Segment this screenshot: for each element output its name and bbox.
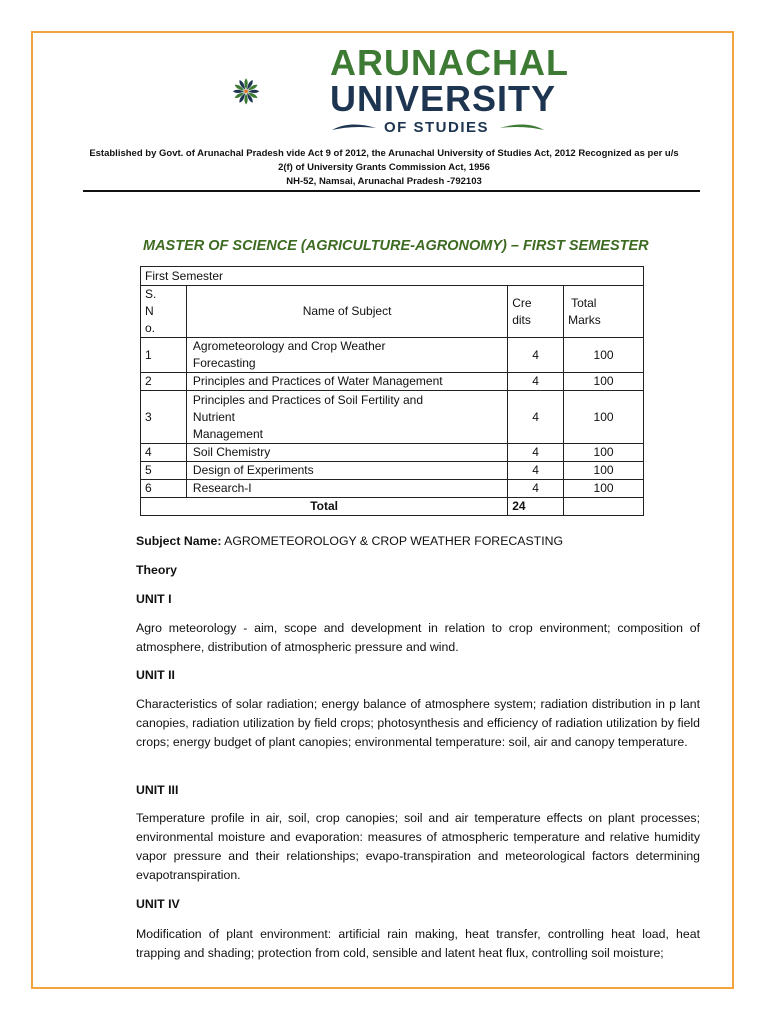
row-marks: 100 bbox=[564, 480, 644, 498]
header-sn-line: S. bbox=[145, 287, 157, 301]
row-credits: 4 bbox=[508, 338, 564, 373]
subject-name-label: Subject Name: bbox=[136, 534, 222, 548]
row-subject bbox=[186, 444, 507, 462]
row-subject-line: Design of Experiments bbox=[192, 463, 314, 477]
subject-name-line bbox=[136, 532, 700, 551]
total-label: Total bbox=[141, 498, 508, 516]
unit-title: UNIT III bbox=[136, 783, 179, 797]
row-subject-line: Soil Chemistry bbox=[192, 445, 271, 459]
row-subject-line: Principles and Practices of Water Management bbox=[192, 374, 443, 388]
row-credits: 4 bbox=[508, 444, 564, 462]
row-subject bbox=[186, 480, 507, 498]
row-marks: 100 bbox=[564, 373, 644, 391]
row-sn: 2 bbox=[141, 373, 187, 391]
unit-text: Characteristics of solar radiation; energy balance of atmosphere system; radiation distribution in p lant canopies, radiation utilization by field crops; photosynthesis and efficiency of radiation utilization by field crops; energy budget of plant canopies; environmental temperature: soil, air and canopy temperature. bbox=[136, 697, 700, 749]
unit-title: UNIT II bbox=[136, 668, 175, 682]
table-header-row bbox=[141, 286, 644, 338]
brand-line-3: OF STUDIES bbox=[384, 119, 490, 136]
row-subject bbox=[186, 391, 507, 444]
table-row bbox=[141, 391, 644, 444]
program-title: MASTER OF SCIENCE (AGRICULTURE-AGRONOMY) – FIRST SEMESTER bbox=[143, 238, 649, 254]
header-sn-line: N bbox=[145, 304, 154, 318]
header-marks bbox=[564, 286, 644, 338]
table-row bbox=[141, 338, 644, 373]
row-subject bbox=[186, 338, 507, 373]
unit-text: Modification of plant environment: artificial rain making, heat transfer, controlling heat load, heat trapping and shading; protection from cold, sensible and latent heat flux, controlling soil moisture; bbox=[136, 927, 700, 960]
total-credits: 24 bbox=[508, 498, 564, 516]
unit-text: Temperature profile in air, soil, crop canopies; soil and air temperature effects on plant processes; environmental moisture and evaporation: measures of atmospheric temperature and relative humidity vapor pressure and their relationships; evapo-transpiration and meteorological factors determining evapotranspiration. bbox=[136, 811, 700, 882]
row-credits: 4 bbox=[508, 462, 564, 480]
table-total-row bbox=[141, 498, 644, 516]
table-row bbox=[141, 373, 644, 391]
established-line-2: 2(f) of University Grants Commission Act, 1956 bbox=[278, 162, 490, 173]
unit-title: UNIT I bbox=[136, 592, 172, 606]
header-marks-line: Total bbox=[571, 295, 597, 310]
header-divider bbox=[83, 190, 700, 192]
university-logo-icon bbox=[232, 44, 332, 140]
subjects-table bbox=[140, 266, 644, 516]
row-credits: 4 bbox=[508, 480, 564, 498]
unit-title: UNIT IV bbox=[136, 897, 180, 911]
header-credits bbox=[508, 286, 564, 338]
right-swoosh-icon bbox=[498, 121, 546, 135]
row-credits: 4 bbox=[508, 373, 564, 391]
header-credits-line: Cre bbox=[512, 295, 532, 310]
row-subject-line: Research-I bbox=[192, 481, 252, 495]
brand-line-2: UNIVERSITY bbox=[330, 78, 557, 119]
row-subject-line: Principles and Practices of Soil Fertility and bbox=[192, 392, 424, 407]
row-marks: 100 bbox=[564, 391, 644, 444]
row-subject-line: Nutrient bbox=[192, 409, 235, 424]
table-caption-row bbox=[141, 267, 644, 286]
table-row bbox=[141, 444, 644, 462]
row-sn: 4 bbox=[141, 444, 187, 462]
row-subject bbox=[186, 373, 507, 391]
row-sn: 3 bbox=[141, 391, 187, 444]
row-sn: 1 bbox=[141, 338, 187, 373]
row-subject bbox=[186, 462, 507, 480]
row-credits: 4 bbox=[508, 391, 564, 444]
left-swoosh-icon bbox=[330, 121, 378, 135]
row-sn: 5 bbox=[141, 462, 187, 480]
header-subject: Name of Subject bbox=[186, 286, 507, 338]
row-marks: 100 bbox=[564, 338, 644, 373]
theory-heading: Theory bbox=[136, 563, 177, 577]
unit-text: Agro meteorology - aim, scope and development in relation to crop environment; composition of atmosphere, distribution of atmospheric pressure and wind. bbox=[136, 621, 700, 654]
established-line-1: Established by Govt. of Arunachal Pradesh vide Act 9 of 2012, the Arunachal University of Studies Act, 2012 Recognized as per u/s bbox=[89, 148, 679, 159]
row-subject-line: Management bbox=[192, 426, 263, 441]
header-marks-line: Marks bbox=[568, 312, 601, 327]
table-row bbox=[141, 480, 644, 498]
row-marks: 100 bbox=[564, 462, 644, 480]
address-line: NH-52, Namsai, Arunachal Pradesh -792103 bbox=[286, 176, 482, 187]
header-sn-line: o. bbox=[145, 321, 156, 335]
row-marks: 100 bbox=[564, 444, 644, 462]
header-sn bbox=[141, 286, 187, 338]
total-marks-cell bbox=[564, 498, 644, 516]
table-caption: First Semester bbox=[141, 267, 644, 286]
row-sn: 6 bbox=[141, 480, 187, 498]
row-subject-line: Agrometeorology and Crop Weather bbox=[192, 339, 386, 353]
row-subject-line: Forecasting bbox=[192, 356, 256, 370]
subject-name-value: AGROMETEOROLOGY & CROP WEATHER FORECASTING bbox=[221, 534, 564, 548]
table-row bbox=[141, 462, 644, 480]
brand-line-1: ARUNACHAL bbox=[330, 42, 569, 83]
header-credits-line: dits bbox=[512, 312, 531, 327]
